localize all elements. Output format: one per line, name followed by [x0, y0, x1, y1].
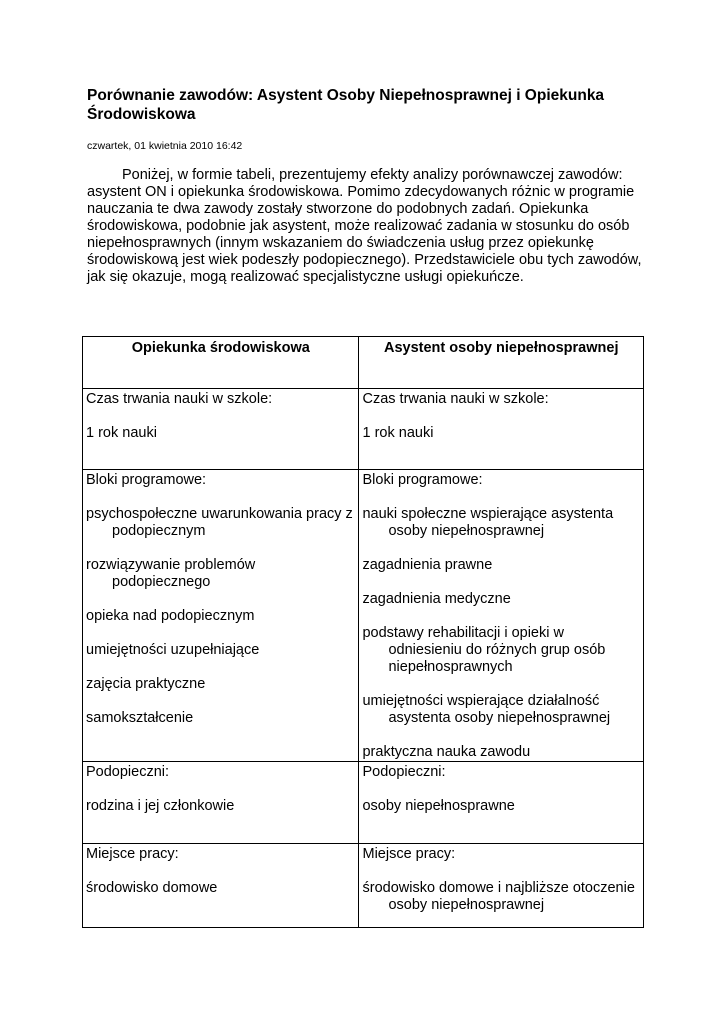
list-item: zajęcia praktyczne	[86, 676, 206, 692]
table-cell	[359, 762, 644, 844]
publish-date: czwartek, 01 kwietnia 2010 16:42	[87, 140, 243, 152]
table-row-workplace	[83, 844, 644, 928]
table-cell	[359, 389, 644, 470]
cell-label: Miejsce pracy:	[362, 846, 456, 862]
list-item: osoby niepełnosprawne	[362, 798, 515, 814]
table-cell	[83, 762, 359, 844]
list-item: rodzina i jej członkowie	[86, 798, 235, 814]
table-header-row	[83, 337, 644, 389]
list-item: umiejętności uzupełniające	[86, 642, 260, 658]
table-cell	[83, 844, 359, 928]
table-cell	[359, 844, 644, 928]
list-item: 1 rok nauki	[362, 425, 434, 441]
list-item: praktyczna nauka zawodu	[362, 744, 531, 760]
cell-label: Podopieczni:	[362, 764, 446, 780]
cell-label: Podopieczni:	[86, 764, 170, 780]
list-item: zagadnienia medyczne	[362, 591, 511, 607]
page-title: Porównanie zawodów: Asystent Osoby Niepełnosprawnej i Opiekunka Środowiskowa	[87, 87, 605, 123]
header-opiekunka: Opiekunka środowiskowa	[83, 337, 359, 389]
list-item: psychospołeczne uwarunkowania pracy z podopiecznym	[86, 506, 353, 539]
cell-label: Czas trwania nauki w szkole:	[86, 391, 273, 407]
table-cell	[83, 470, 359, 762]
table-cell	[83, 389, 359, 470]
header-asystent: Asystent osoby niepełnosprawnej	[359, 337, 644, 389]
cell-label: Bloki programowe:	[362, 472, 483, 488]
table-row-clients	[83, 762, 644, 844]
list-item: 1 rok nauki	[86, 425, 157, 441]
list-item: zagadnienia prawne	[362, 557, 493, 573]
cell-label: Miejsce pracy:	[86, 846, 179, 862]
list-item: opieka nad podopiecznym	[86, 608, 255, 624]
list-item: umiejętności wspierające działalność asystenta osoby niepełnosprawnej	[362, 693, 611, 726]
cell-label: Bloki programowe:	[86, 472, 207, 488]
list-item: środowisko domowe i najbliższe otoczenie osoby niepełnosprawnej	[362, 880, 635, 913]
table-row-duration	[83, 389, 644, 470]
cell-label: Czas trwania nauki w szkole:	[362, 391, 549, 407]
list-item: rozwiązywanie problemów podopiecznego	[86, 557, 256, 590]
table-row-program-blocks	[83, 470, 644, 762]
list-item: środowisko domowe	[86, 880, 218, 896]
intro-paragraph	[87, 167, 647, 286]
list-item: podstawy rehabilitacji i opieki w odniesieniu do różnych grup osób niepełnosprawnych	[362, 625, 606, 675]
list-item: nauki społeczne wspierające asystenta osoby niepełnosprawnej	[362, 506, 614, 539]
list-item: samokształcenie	[86, 710, 194, 726]
intro-text: Poniżej, w formie tabeli, prezentujemy efekty analizy porównawczej zawodów: asystent ON i opiekunka środowiskowa. Pomimo zdecydowanych różnic w programie nauczania te dwa zawody zostały stworzone do podobnych zadań. Opiekunka środowiskowa, podobnie jak asystent, może realizować zadania w stosunku do osób niepełnosprawnych (innym wskazaniem do świadczenia usług przez opiekunkę środowiskową jest wiek podeszły podopiecznego). Przedstawiciele obu tych zawodów, jak się okazuje, mogą realizować specjalistyczne usługi opiekuńcze.	[87, 167, 642, 285]
comparison-table	[82, 336, 644, 928]
table-cell	[359, 470, 644, 762]
